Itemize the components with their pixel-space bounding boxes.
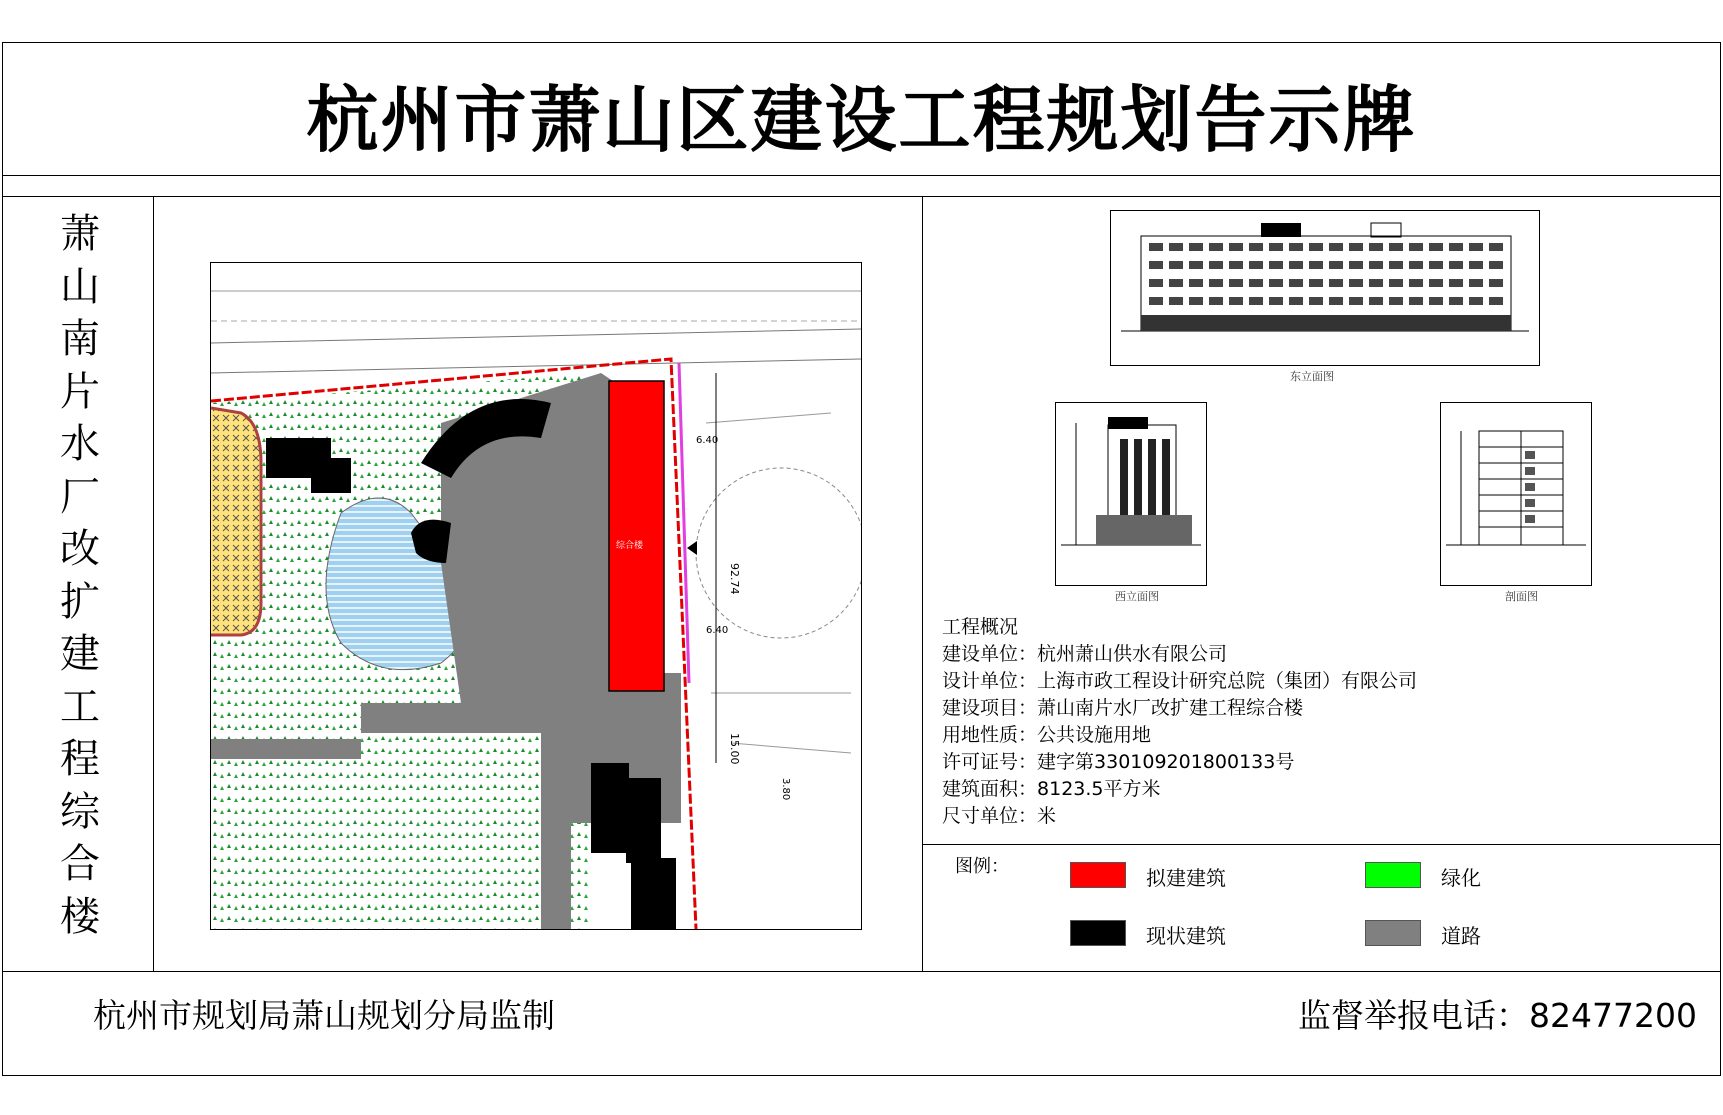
info-label: 尺寸单位：: [942, 805, 1038, 827]
legend-heading: 图例：: [955, 856, 1009, 877]
info-label: 建设项目：: [942, 697, 1038, 719]
info-label: 用地性质：: [942, 724, 1038, 746]
side-char: 山: [60, 263, 100, 310]
side-char: 建: [60, 631, 100, 677]
info-value: 米: [1037, 805, 1057, 827]
legend-swatch-existing: [1070, 920, 1126, 946]
legend-swatch-road: [1365, 920, 1421, 946]
section-svg: [1441, 403, 1591, 585]
info-value: 8123.5平方米: [1037, 778, 1161, 800]
section-drawing: [1440, 402, 1592, 586]
footer-hotline: 监督举报电话：82477200: [1298, 996, 1697, 1035]
legend-swatch-green: [1365, 862, 1421, 888]
side-char: 合: [60, 841, 100, 887]
side-char: 萧: [60, 211, 100, 257]
title-divider: [2, 175, 1721, 176]
legend-label-proposed: 拟建建筑: [1146, 866, 1226, 890]
info-row-designer: [942, 668, 1417, 695]
side-char: 楼: [60, 893, 100, 940]
project-vertical-title: [50, 208, 110, 943]
project-heading: 工程概况: [942, 616, 1019, 638]
side-column-divider: [153, 196, 154, 971]
info-row-land-use: [942, 722, 1417, 749]
info-label: 建设单位：: [942, 643, 1038, 665]
legend-swatch-proposed: [1070, 862, 1126, 888]
building-label: 综合楼: [616, 541, 644, 551]
east-elevation-caption: 东立面图: [1290, 370, 1334, 383]
west-elevation-drawing: [1055, 402, 1207, 586]
side-char: 水: [60, 421, 100, 467]
site-plan: [210, 262, 862, 930]
info-row-area: [942, 776, 1417, 803]
info-row-project: [942, 695, 1417, 722]
side-char: 工: [60, 683, 100, 730]
west-elevation-caption: 西立面图: [1115, 590, 1159, 603]
info-label: 许可证号：: [942, 751, 1038, 773]
footer-divider: [2, 971, 1721, 972]
site-plan-drawing: [211, 263, 861, 929]
legend-label-green: 绿化: [1441, 866, 1481, 890]
plan-info-divider: [922, 196, 923, 971]
info-row-permit: [942, 749, 1417, 776]
info-row-unit: [942, 803, 1417, 830]
side-char: 程: [60, 736, 100, 782]
page-title: 杭州市萧山区建设工程规划告示牌: [306, 78, 1417, 162]
side-char: 改: [60, 526, 100, 572]
dimension-label: 6.40: [706, 625, 729, 636]
dimension-label: 15.00: [728, 733, 741, 765]
legend-divider: [922, 844, 1721, 845]
info-value: 萧山南片水厂改扩建工程综合楼: [1037, 697, 1304, 719]
dimension-label: 92.74: [728, 563, 741, 595]
dimension-label: 3.80: [780, 778, 791, 801]
dimension-label: 6.40: [696, 435, 719, 446]
section-caption: 剖面图: [1505, 590, 1538, 603]
side-char: 南: [60, 316, 100, 362]
side-char: 厂: [60, 473, 100, 520]
info-value: 建字第330109201800133号: [1037, 751, 1295, 773]
info-value: 公共设施用地: [1037, 724, 1152, 746]
footer-supervisor: 杭州市规划局萧山规划分局监制: [93, 996, 555, 1035]
side-char: 扩: [60, 578, 100, 625]
info-label: 设计单位：: [942, 670, 1038, 692]
legend-label-existing: 现状建筑: [1146, 924, 1226, 948]
side-char: 综: [60, 788, 100, 835]
west-elevation-svg: [1056, 403, 1206, 585]
side-char: 片: [60, 368, 100, 415]
info-value: 杭州萧山供水有限公司: [1037, 643, 1228, 665]
info-value: 上海市政工程设计研究总院（集团）有限公司: [1037, 670, 1418, 692]
east-elevation-svg: [1111, 211, 1539, 365]
legend-label-road: 道路: [1441, 924, 1481, 948]
content-top-divider: [2, 196, 1721, 197]
east-elevation-drawing: [1110, 210, 1540, 366]
project-info: [942, 614, 1417, 830]
info-row-builder: [942, 641, 1417, 668]
info-label: 建筑面积：: [942, 778, 1038, 800]
